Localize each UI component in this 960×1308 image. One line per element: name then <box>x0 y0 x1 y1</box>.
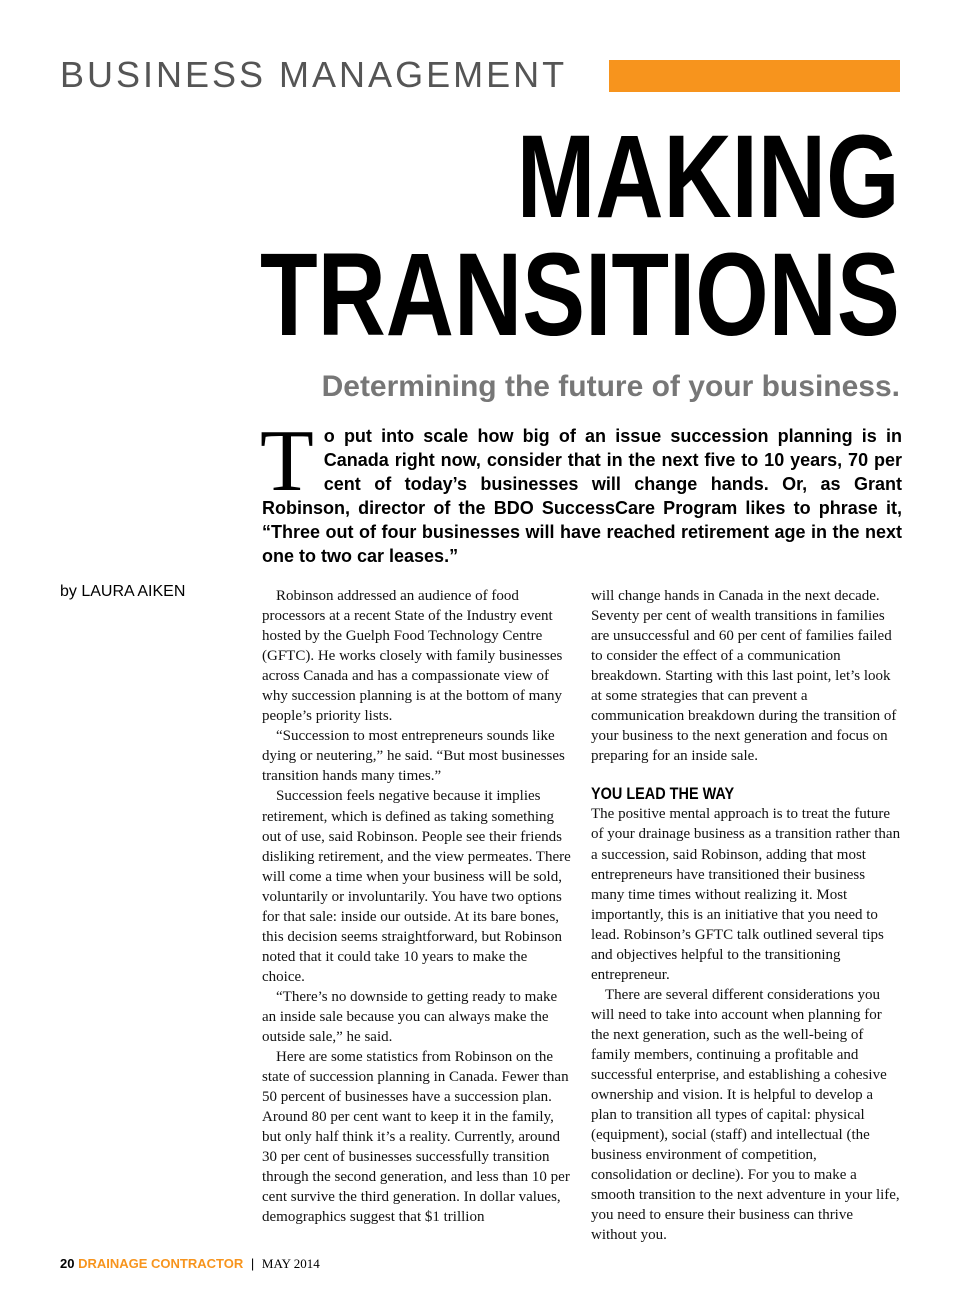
lede-text: o put into scale how big of an issue succession planning is in Canada right now, consider that in the next five to 10 years, 70 per cent of today’s businesses will change hands. Or, as Grant Robinson, director of the BDO SuccessCare Program likes to phrase it, “Three out of four businesses will have reached retirement age in the next one to two car leases.” <box>262 426 902 566</box>
issue-date: MAY 2014 <box>261 1256 320 1271</box>
footer-separator: | <box>250 1256 255 1271</box>
magazine-name: DRAINAGE CONTRACTOR <box>78 1256 244 1271</box>
lede-paragraph <box>260 413 902 568</box>
page-number: 20 <box>60 1256 75 1271</box>
body-paragraph: will change hands in Canada in the next decade. Seventy per cent of wealth transitions in families are unsuccessful and 60 per cent of families failed to consider the effect of a communication breakdown. Starting with this last point, let’s look at some strategies that can prevent a communication breakdown during the transition of your business to the next generation and focus on preparing for an inside sale. <box>591 588 897 765</box>
section-accent-bar <box>609 60 900 92</box>
section-subhead: YOU LEAD THE WAY <box>591 784 735 804</box>
body-paragraph: Succession feels negative because it implies retirement, which is defined as taking something out of use, said Robinson. People see their friends disliking retirement, and the view permeates. There will come a time when your business will be sold, voluntarily or involuntarily. You have two options for that sale: inside our outside. At its bare bones, this decision seems straightforward, but Robinson noted that it could take 10 years to make the choice. <box>262 788 571 985</box>
byline: by LAURA AIKEN <box>60 583 186 600</box>
headline-line-1: MAKING <box>517 111 900 243</box>
body-paragraph: There are several different considerations you will need to take into account when planning for the next generation, such as the well-being of family members, continuing a profitable and successful enterprise, and establishing a cohesive ownership and vision. It is helpful to develop a plan to transition all types of capital: physical (equipment), social (staff) and intellectual (the business environment of competition, consolidation or decline). For you to make a smooth transition to the next adventure in your life, you need to ensure their business can thrive without you. <box>591 986 900 1244</box>
body-paragraph: “There’s no downside to getting ready to make an inside sale because you can always make the outside sale,” he said. <box>262 988 558 1046</box>
headline-line-2: TRANSITIONS <box>260 229 900 361</box>
section-heading: BUSINESS MANAGEMENT <box>60 54 568 95</box>
body-paragraph: Robinson addressed an audience of food processors at a recent State of the Industry event hosted by the Guelph Food Technology Centre (GFTC). He works closely with family businesses across Canada and has a compassionate view of why succession planning is at the bottom of many people’s priority lists. <box>262 588 563 725</box>
body-paragraph: “Succession to most entrepreneurs sounds like dying or neutering,” he said. “But most businesses transition hands many times.” <box>262 728 565 785</box>
page-footer <box>60 1256 320 1272</box>
subtitle: Determining the future of your business. <box>321 370 900 403</box>
drop-cap: T <box>260 413 314 510</box>
body-paragraph: The positive mental approach is to treat the future of your drainage business as a transition rather than a succession, said Robinson, adding that most entrepreneurs have transitioned their business many time times without realizing it. Most importantly, this is an initiative that you need to lead. Robinson’s GFTC talk outlined several tips and objectives helpful to the transitioning entrepreneur. <box>591 806 901 983</box>
body-paragraph: Here are some statistics from Robinson on the state of succession planning in Canada. Fewer than 50 percent of businesses have a succession plan. Around 80 per cent want to keep it in the family, but only half think it’s a reality. Currently, around 30 per cent of businesses successfully transition through the second generation, and less than 10 per cent survive the third generation. In dollar values, demographics suggest that $1 trillion <box>262 1049 570 1226</box>
article-column-2 <box>591 586 901 1245</box>
article-column-1 <box>262 586 572 1228</box>
